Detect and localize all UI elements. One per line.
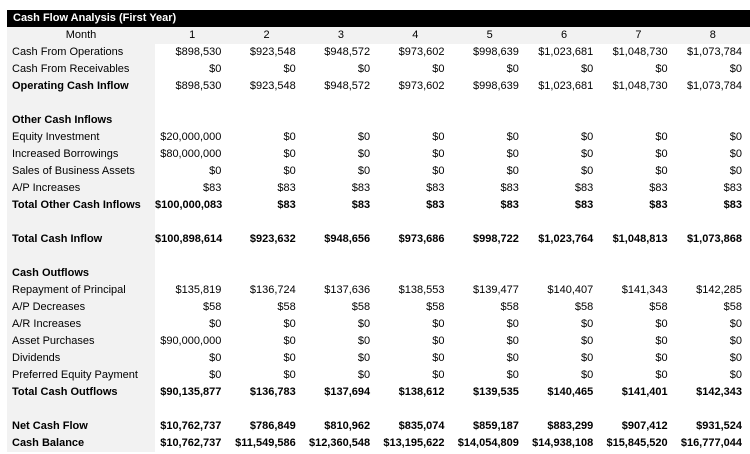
cell-value: $0 <box>283 148 296 160</box>
cell-value <box>527 248 601 265</box>
cell-value <box>155 265 229 282</box>
cell-value: $0 <box>729 165 742 177</box>
cell-value: $100,898,614 <box>155 233 223 245</box>
table-row <box>7 95 750 112</box>
cell-value: $0 <box>655 318 668 330</box>
cell-value <box>601 248 675 265</box>
cell-value: $10,762,737 <box>160 437 222 449</box>
row-label: Total Cash Outflows <box>7 384 155 401</box>
cell-value: $0 <box>432 63 445 75</box>
cell-value: $0 <box>357 165 371 177</box>
cell-value: $0 <box>506 352 519 364</box>
cell-value: $0 <box>655 335 668 347</box>
row-label: Repayment of Principal <box>7 282 155 299</box>
cell-value <box>676 214 750 231</box>
cell-value <box>229 401 303 418</box>
cell-value <box>601 112 675 129</box>
cell-value: $0 <box>506 335 519 347</box>
cell-value: $83 <box>351 199 371 211</box>
cell-value: $948,572 <box>324 80 371 92</box>
cell-value <box>304 112 378 129</box>
cell-value: $973,602 <box>398 46 445 58</box>
cell-value: $0 <box>581 148 594 160</box>
cell-value: $998,639 <box>472 46 519 58</box>
row-label: Increased Borrowings <box>7 146 155 163</box>
cell-value: $0 <box>581 369 594 381</box>
cell-value: $0 <box>729 148 742 160</box>
cell-value: $923,548 <box>249 80 296 92</box>
cell-value <box>229 265 303 282</box>
cell-value: $83 <box>277 182 296 194</box>
table-row <box>7 129 750 146</box>
cell-value <box>453 112 527 129</box>
cell-value: $998,722 <box>472 233 519 245</box>
table-row <box>7 316 750 333</box>
cell-value <box>676 401 750 418</box>
row-label: Total Cash Inflow <box>7 231 155 248</box>
cell-value: $58 <box>574 301 594 313</box>
cell-value <box>378 95 452 112</box>
cell-value <box>601 214 675 231</box>
cell-value: $0 <box>432 148 445 160</box>
cell-value: $898,530 <box>175 46 222 58</box>
cell-value: $0 <box>432 131 445 143</box>
cell-value: $0 <box>357 63 371 75</box>
table-row <box>7 350 750 367</box>
table-row <box>7 282 750 299</box>
cell-value: $0 <box>209 165 222 177</box>
table-row <box>7 180 750 197</box>
cell-value <box>378 401 452 418</box>
cell-value: $1,073,784 <box>686 80 742 92</box>
cell-value <box>304 95 378 112</box>
cell-value: $137,636 <box>324 284 371 296</box>
table-row <box>7 418 750 435</box>
cell-value <box>453 401 527 418</box>
cell-value: $0 <box>357 335 371 347</box>
cell-value: $1,073,868 <box>686 233 742 245</box>
cell-value: $0 <box>581 63 594 75</box>
month-header-8: 8 <box>709 29 716 41</box>
cell-value <box>155 112 229 129</box>
cell-value: $141,401 <box>621 386 668 398</box>
cell-value: $20,000,000 <box>160 131 222 143</box>
row-label: Net Cash Flow <box>7 418 155 435</box>
row-label: Other Cash Inflows <box>7 112 155 129</box>
cell-value <box>229 214 303 231</box>
cell-value <box>676 95 750 112</box>
cell-value: $0 <box>432 352 445 364</box>
cell-value: $80,000,000 <box>160 148 222 160</box>
row-label: Equity Investment <box>7 129 155 146</box>
cell-value: $83 <box>426 199 445 211</box>
sheet-title-bar <box>7 10 750 27</box>
table-row <box>7 265 750 282</box>
cell-value: $83 <box>649 182 668 194</box>
cell-value: $135,819 <box>175 284 222 296</box>
cell-value: $0 <box>283 352 296 364</box>
cell-value: $58 <box>649 301 668 313</box>
row-label <box>7 214 155 231</box>
cell-value: $83 <box>203 182 222 194</box>
cell-value <box>527 265 601 282</box>
cell-value <box>527 214 601 231</box>
cell-value: $973,686 <box>398 233 445 245</box>
cell-value: $100,000,083 <box>155 199 223 211</box>
cell-value: $90,000,000 <box>160 335 222 347</box>
row-label: A/P Decreases <box>7 299 155 316</box>
cell-value: $1,048,730 <box>612 80 668 92</box>
table-row <box>7 214 750 231</box>
row-label: Cash Balance <box>7 435 155 452</box>
cell-value: $1,023,681 <box>538 80 594 92</box>
cell-value: $0 <box>729 63 742 75</box>
row-label: Asset Purchases <box>7 333 155 350</box>
row-label: Operating Cash Inflow <box>7 78 155 95</box>
table-row <box>7 435 750 452</box>
cell-value: $0 <box>655 165 668 177</box>
cell-value: $973,602 <box>398 80 445 92</box>
cell-value: $0 <box>209 352 222 364</box>
cell-value: $138,612 <box>398 386 445 398</box>
row-label: A/R Increases <box>7 316 155 333</box>
cell-value <box>676 265 750 282</box>
cell-value: $0 <box>283 318 296 330</box>
cell-value: $0 <box>506 63 519 75</box>
cell-value <box>676 248 750 265</box>
cell-value <box>601 95 675 112</box>
cell-value: $83 <box>574 199 594 211</box>
cell-value <box>453 214 527 231</box>
month-header-label: Month <box>65 29 97 41</box>
month-header-row <box>7 27 750 44</box>
cell-value: $0 <box>581 131 594 143</box>
cell-value: $142,343 <box>696 386 742 398</box>
cell-value: $58 <box>203 301 222 313</box>
cell-value <box>304 214 378 231</box>
cell-value <box>453 248 527 265</box>
cell-value: $15,845,520 <box>606 437 668 449</box>
sheet-title: Cash Flow Analysis (First Year) <box>13 12 177 24</box>
cell-value: $13,195,622 <box>383 437 445 449</box>
cell-value: $923,632 <box>249 233 296 245</box>
cell-value: $1,048,730 <box>612 46 668 58</box>
cell-value <box>378 112 452 129</box>
cell-value: $1,048,813 <box>612 233 668 245</box>
cell-value: $923,548 <box>249 46 296 58</box>
cell-value: $90,135,877 <box>160 386 222 398</box>
table-row <box>7 299 750 316</box>
cell-value: $58 <box>277 301 296 313</box>
cell-value: $138,553 <box>398 284 445 296</box>
table-row <box>7 367 750 384</box>
cell-value: $0 <box>506 148 519 160</box>
cell-value <box>527 112 601 129</box>
cell-value: $0 <box>209 318 222 330</box>
cell-value: $0 <box>283 335 296 347</box>
cell-value: $136,783 <box>249 386 296 398</box>
cell-value: $948,572 <box>324 46 371 58</box>
cell-value <box>229 248 303 265</box>
cell-value <box>378 265 452 282</box>
cell-value: $883,299 <box>547 420 594 432</box>
cell-value: $786,849 <box>249 420 296 432</box>
cell-value: $0 <box>655 148 668 160</box>
cell-value: $0 <box>357 369 371 381</box>
cell-value: $0 <box>655 131 668 143</box>
cell-value: $859,187 <box>472 420 519 432</box>
cell-value: $12,360,548 <box>308 437 371 449</box>
cell-value <box>229 112 303 129</box>
cell-value: $0 <box>506 318 519 330</box>
month-header-5: 5 <box>486 29 493 41</box>
row-label <box>7 401 155 418</box>
cell-value: $0 <box>357 148 371 160</box>
cell-value: $14,054,809 <box>457 437 519 449</box>
row-label: Cash Outflows <box>7 265 155 282</box>
row-label: Cash From Operations <box>7 44 155 61</box>
cell-value: $14,938,108 <box>532 437 594 449</box>
cell-value <box>601 401 675 418</box>
table-row <box>7 112 750 129</box>
cell-value: $0 <box>432 318 445 330</box>
month-header-2: 2 <box>263 29 270 41</box>
cell-value: $0 <box>655 369 668 381</box>
cell-value: $0 <box>209 369 222 381</box>
cell-value: $83 <box>723 182 742 194</box>
row-label <box>7 95 155 112</box>
cell-value: $139,535 <box>472 386 519 398</box>
row-label: Cash From Receivables <box>7 61 155 78</box>
cell-value: $141,343 <box>621 284 668 296</box>
row-label: Sales of Business Assets <box>7 163 155 180</box>
table-row <box>7 163 750 180</box>
cell-value: $83 <box>500 182 519 194</box>
cell-value <box>304 265 378 282</box>
row-label <box>7 248 155 265</box>
cell-value: $0 <box>729 352 742 364</box>
cell-value: $11,549,586 <box>235 437 296 449</box>
table-row <box>7 78 750 95</box>
table-row <box>7 333 750 350</box>
cell-value: $140,407 <box>547 284 594 296</box>
table-grid <box>7 27 750 452</box>
cell-value: $83 <box>574 182 594 194</box>
cell-value: $0 <box>655 63 668 75</box>
table-row <box>7 384 750 401</box>
cell-value: $907,412 <box>621 420 668 432</box>
cell-value: $10,762,737 <box>160 420 222 432</box>
cell-value: $948,656 <box>324 233 371 245</box>
row-label: Preferred Equity Payment <box>7 367 155 384</box>
cell-value: $0 <box>357 131 371 143</box>
cell-value: $0 <box>283 369 296 381</box>
cell-value <box>676 112 750 129</box>
cell-value: $0 <box>581 352 594 364</box>
month-header-6: 6 <box>561 29 568 41</box>
month-header-3: 3 <box>337 29 344 41</box>
table-row <box>7 61 750 78</box>
cell-value: $0 <box>506 369 519 381</box>
cell-value: $58 <box>723 301 742 313</box>
cell-value: $83 <box>426 182 445 194</box>
cell-value: $142,285 <box>696 284 742 296</box>
cell-value: $83 <box>351 182 371 194</box>
cell-value <box>155 248 229 265</box>
month-header-1: 1 <box>189 29 196 41</box>
cell-value: $0 <box>357 318 371 330</box>
cell-value: $0 <box>729 369 742 381</box>
table-row <box>7 146 750 163</box>
cell-value: $1,023,681 <box>538 46 594 58</box>
cell-value: $0 <box>209 63 222 75</box>
cell-value: $83 <box>723 199 742 211</box>
cell-value: $0 <box>506 131 519 143</box>
cell-value: $1,073,784 <box>686 46 742 58</box>
cell-value <box>378 248 452 265</box>
cell-value <box>304 248 378 265</box>
cell-value: $0 <box>357 352 371 364</box>
cell-value: $1,023,764 <box>538 233 594 245</box>
cell-value: $58 <box>500 301 519 313</box>
cell-value: $139,477 <box>472 284 519 296</box>
cell-value: $0 <box>729 131 742 143</box>
cell-value: $0 <box>432 335 445 347</box>
cell-value: $0 <box>283 131 296 143</box>
cell-value: $83 <box>500 199 519 211</box>
row-label: A/P Increases <box>7 180 155 197</box>
cell-value: $0 <box>283 165 296 177</box>
cell-value: $58 <box>351 301 371 313</box>
cell-value: $0 <box>432 369 445 381</box>
cell-value: $83 <box>649 199 668 211</box>
cell-value: $0 <box>729 335 742 347</box>
cell-value: $0 <box>655 352 668 364</box>
cell-value: $998,639 <box>472 80 519 92</box>
cell-value <box>378 214 452 231</box>
cell-value <box>155 214 229 231</box>
cell-value: $0 <box>283 63 296 75</box>
month-header-7: 7 <box>635 29 642 41</box>
cell-value <box>229 95 303 112</box>
cell-value <box>304 401 378 418</box>
cell-value: $0 <box>432 165 445 177</box>
cell-value <box>453 95 527 112</box>
cell-value: $0 <box>581 318 594 330</box>
cell-value <box>601 265 675 282</box>
cell-value: $835,074 <box>398 420 445 432</box>
cell-value: $58 <box>426 301 445 313</box>
cell-value: $137,694 <box>324 386 371 398</box>
cell-value: $16,777,044 <box>680 437 742 449</box>
cell-value <box>527 401 601 418</box>
table-row <box>7 248 750 265</box>
table-row <box>7 401 750 418</box>
cell-value: $0 <box>581 165 594 177</box>
cell-value: $898,530 <box>175 80 222 92</box>
cell-value: $810,962 <box>324 420 371 432</box>
table-row <box>7 231 750 248</box>
cell-value: $83 <box>277 199 296 211</box>
cell-value <box>155 95 229 112</box>
cell-value: $140,465 <box>547 386 594 398</box>
cell-value <box>155 401 229 418</box>
cell-value: $0 <box>581 335 594 347</box>
cell-value: $0 <box>729 318 742 330</box>
cell-value <box>527 95 601 112</box>
row-label: Total Other Cash Inflows <box>7 197 155 214</box>
row-label: Dividends <box>7 350 155 367</box>
table-row <box>7 197 750 214</box>
table-row <box>7 44 750 61</box>
cell-value: $931,524 <box>696 420 742 432</box>
cell-value: $136,724 <box>249 284 296 296</box>
cell-value: $0 <box>506 165 519 177</box>
month-header-4: 4 <box>412 29 419 41</box>
cell-value <box>453 265 527 282</box>
